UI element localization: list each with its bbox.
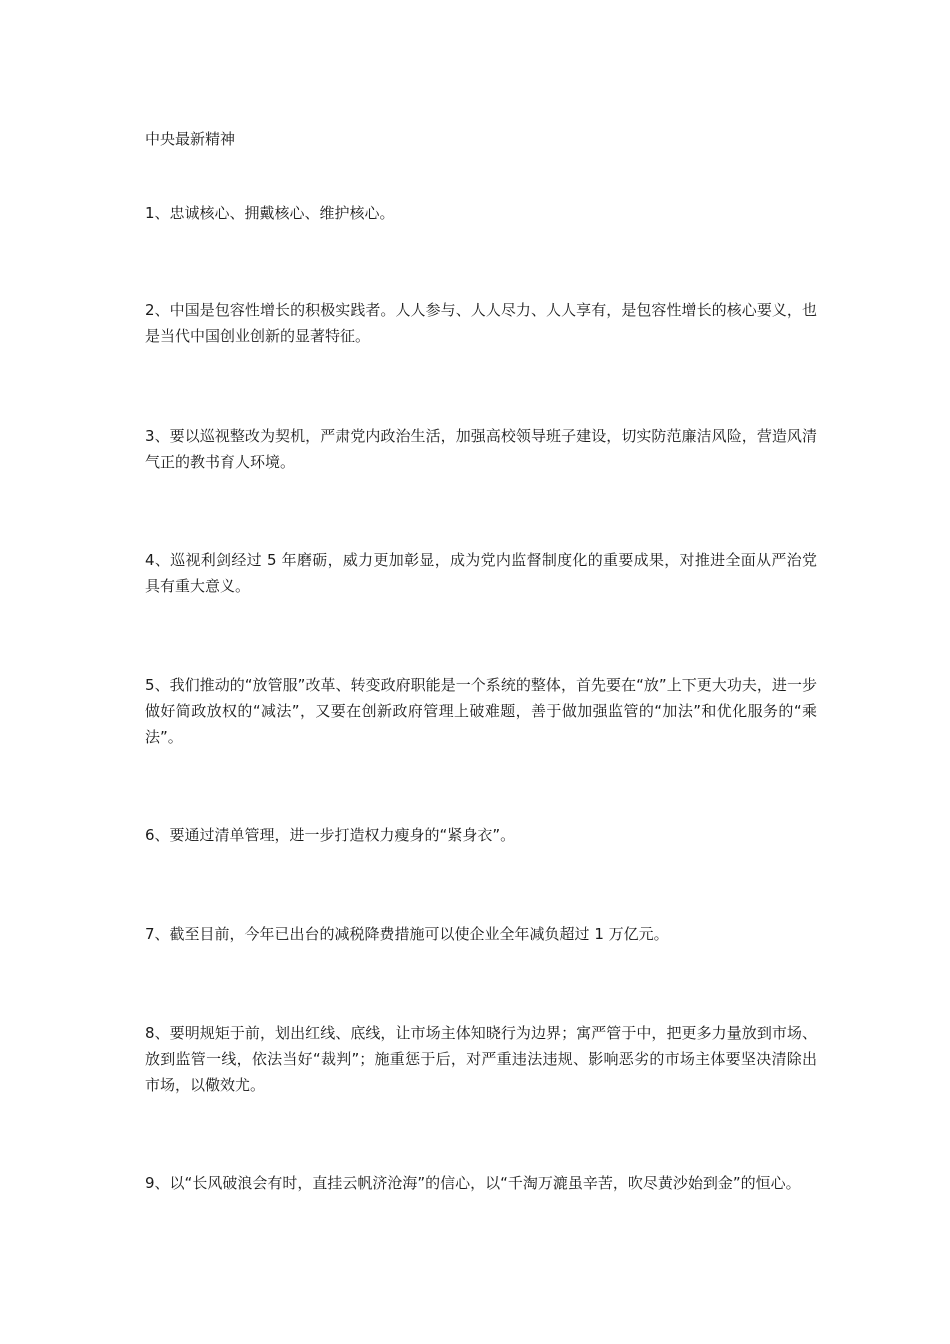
list-item: 5、我们推动的“放管服”改革、转变政府职能是一个系统的整体，首先要在“放”上下更大功夫，进一步做好简政放权的“减法”，又要在创新政府管理上破难题，善于做加强监管的“加法”和优化服务的“乘法”。: [145, 676, 817, 746]
list-item: 6、要通过清单管理，进一步打造权力瘦身的“紧身衣”。: [145, 826, 516, 844]
list-item: 1、忠诚核心、拥戴核心、维护核心。: [145, 204, 395, 222]
list-item: 3、要以巡视整改为契机，严肃党内政治生活，加强高校领导班子建设，切实防范廉洁风险，营造风清气正的教书育人环境。: [145, 427, 817, 471]
list-item: 2、中国是包容性增长的积极实践者。人人参与、人人尽力、人人享有，是包容性增长的核心要义，也是当代中国创业创新的显著特征。: [145, 301, 817, 345]
list-item: 8、要明规矩于前，划出红线、底线，让市场主体知晓行为边界；寓严管于中，把更多力量放到市场、放到监管一线，依法当好“裁判”；施重惩于后，对严重违法违规、影响恶劣的市场主体要坚决清除出市场，以儆效尤。: [145, 1024, 817, 1094]
list-item: 7、截至目前，今年已出台的减税降费措施可以使企业全年减负超过 1 万亿元。: [145, 925, 669, 943]
list-item: 9、以“长风破浪会有时，直挂云帆济沧海”的信心，以“千淘万漉虽辛苦，吹尽黄沙始到金”的恒心。: [145, 1174, 801, 1192]
list-item: 4、巡视利剑经过 5 年磨砺，威力更加彰显，成为党内监督制度化的重要成果，对推进全面从严治党具有重大意义。: [145, 551, 817, 595]
document-title: 中央最新精神: [145, 130, 236, 148]
